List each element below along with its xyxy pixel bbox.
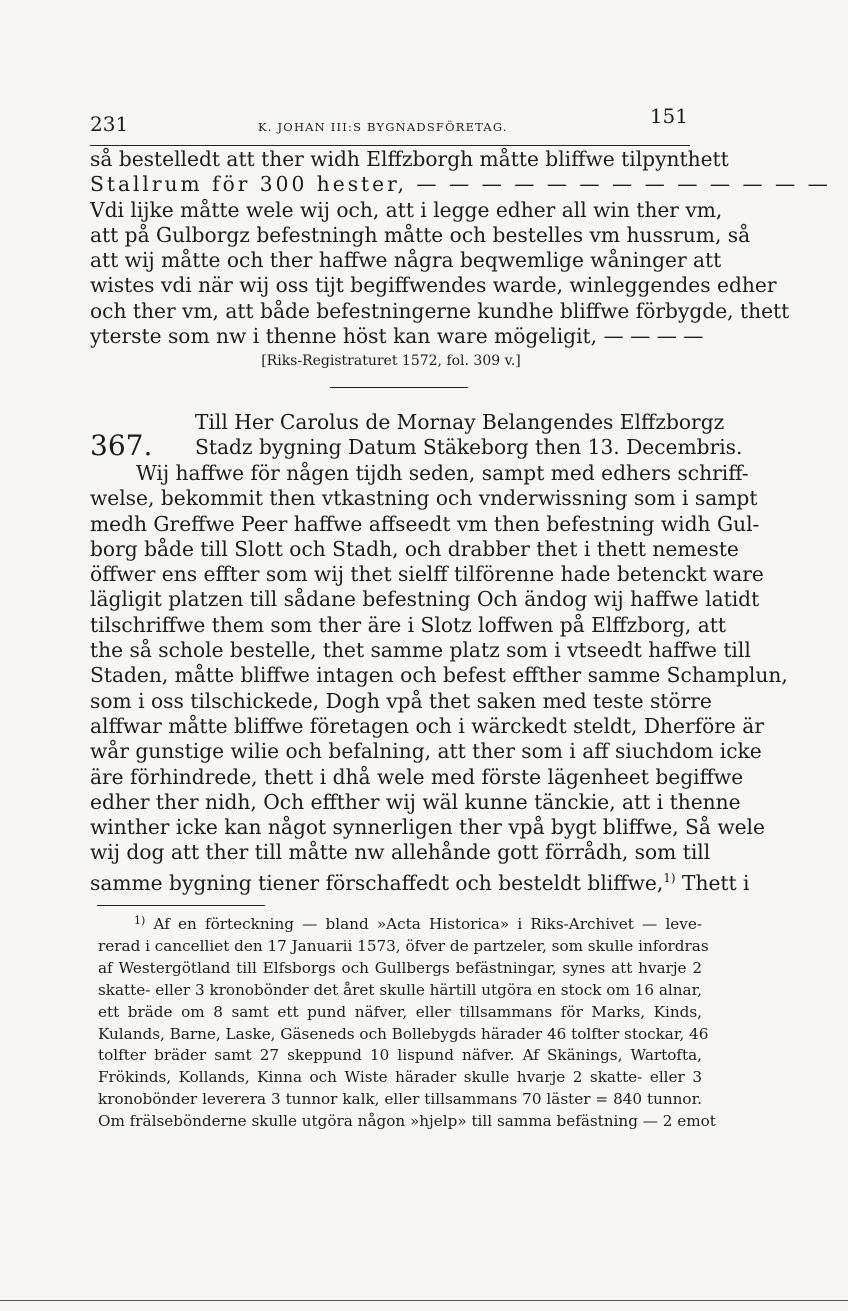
letter-body <box>90 461 788 896</box>
footnote-line: Om frälsebönderne skulle utgöra någon »hjelp» till samma befästning — 2 emot <box>98 1112 716 1131</box>
text-line: Staden, måtte bliffwe intagen och befest effther samme Schamplun, <box>90 663 788 688</box>
footnote-line: ett bräde om 8 samt ett pund näfver, eller tillsammans för Marks, Kinds, <box>98 1002 702 1021</box>
header-rule <box>90 145 690 146</box>
text-line: welse, bekommit then vtkastning och vnderwissning som i sampt <box>90 486 758 511</box>
footnote-line: Frökinds, Kollands, Kinna och Wiste härader skulle hvarje 2 skatte- eller 3 <box>98 1068 702 1087</box>
footnote-line: skatte- eller 3 kronobönder det året skulle härtill utgöra en stock om 16 alnar, <box>98 980 702 999</box>
text-line: wij dog att ther till måtte nw allehånde gott förrådh, som till <box>90 840 711 865</box>
section-divider <box>330 387 468 388</box>
text-line: att wij måtte och ther haffwe några beqwemlige wåninger att <box>90 248 722 273</box>
source-citation: [Riks-Registraturet 1572, fol. 309 v.] <box>261 353 521 370</box>
letter-heading <box>195 410 743 461</box>
text-line: som i oss tilschickede, Dogh vpå thet saken med teste störrе <box>90 688 712 713</box>
text-segment: samme bygning tiener förschaffedt och besteldt bliffwe, <box>90 870 664 895</box>
footnote-reference[interactable]: 1) <box>663 870 676 885</box>
text-line: yterste som nw i thenne höst kan ware mögeligit, — — — — <box>90 324 704 349</box>
footnote-line: tolfter bräder samt 27 skeppund 10 lispund näfver. Af Skänings, Wartofta, <box>98 1046 702 1065</box>
text-segment: Af en förteckning — bland »Acta Historica» i Riks-Archivet — leve- <box>153 915 702 933</box>
previous-letter-ending <box>90 147 831 371</box>
page-number-right: 151 <box>649 104 688 128</box>
footnote-rule <box>97 905 265 906</box>
text-line: borg både till Slott och Stadh, och drabber thet i thett nemeste <box>90 536 739 561</box>
text-line: lägligit platzen till sådane befestning Och ändog wij haffwe latidt <box>90 587 760 612</box>
footnote-mark: 1) <box>134 914 146 927</box>
page-number-left: 231 <box>90 112 129 136</box>
footnote-line: Kulands, Barne, Laske, Gäseneds och Bollebygds härader 46 tolfter stockar, 46 <box>98 1024 709 1043</box>
text-line: äre förhindrede, thett i dhå wele med förste lägenheet begiffwe <box>90 764 744 789</box>
text-line: så bestelledt att ther widh Elffzborgh måtte bliffwe tilpynthett <box>90 147 729 171</box>
text-line: Wij haffwe för någen tijdh seden, sampt med edhers schriff- <box>136 461 749 485</box>
footnote <box>98 910 716 1133</box>
footnote-line: kronobönder leverera 3 tunnor kalk, eller tillsammans 70 läster = 840 tunnor. <box>98 1090 702 1109</box>
footnote-line <box>98 910 702 936</box>
heading-line: Stadz bygning Datum Stäkeborg then 13. Decembris. <box>195 435 743 460</box>
text-line: the så schole bestelle, thet samme platz som i vtseedt haffwe till <box>90 638 751 663</box>
text-line: tilschriffwe them som ther äre i Slotz loffwen på Elffzborg, att <box>90 612 727 637</box>
text-line: alffwar måtte bliffwe företagen och i wärckedt steldt, Dherföre är <box>90 713 764 738</box>
text-line: medh Greffwe Peer haffwe affseedt vm then befestning widh Gul- <box>90 511 760 536</box>
footnote-line: rerad i cancelliet den 17 Januarii 1573, öfver de partzeler, som skulle infordras <box>98 936 709 955</box>
letter-number: 367. <box>90 429 153 462</box>
text-line: öffwer ens effter som wij thet sielff tilförenne hade betenckt ware <box>90 562 764 587</box>
footnote-line: af Westergötland till Elfsborgs och Gullbergs befästningar, synes att hvarje 2 <box>98 958 702 977</box>
running-title: K. JOHAN III:S BYGNADSFÖRETAG. <box>258 120 508 134</box>
text-line: wår gunstige wilie och befalning, att ther som i aff siuchdom icke <box>90 739 762 764</box>
text-line: att på Gulborgz befestningh måtte och bestelles vm hussrum, så <box>90 222 751 247</box>
text-line: och ther vm, att både befestningerne kundhe bliffwe förbygde, thett <box>90 298 790 323</box>
text-segment: Thett i <box>675 870 750 895</box>
heading-line: Till Her Carolus de Mornay Belangendes Elffzborgz <box>195 410 725 434</box>
text-line: Vdi lijke måtte wele wij och, att i legge edher all win ther vm, <box>90 197 723 222</box>
text-line: Stallrum för 300 hester, — — — — — — — — — — — — — <box>90 172 831 197</box>
text-line <box>90 866 750 896</box>
text-line: edher ther nidh, Och effther wij wäl kunne tänckie, att i thenne <box>90 789 741 814</box>
scan-edge-line <box>0 1300 848 1301</box>
text-line: winther icke kan något synnerligen ther vpå bygt bliffwe, Så wele <box>90 815 765 840</box>
text-line: wistes vdi när wij oss tijt begiffwendes warde, winleggendes edher <box>90 273 777 298</box>
running-header <box>90 104 688 136</box>
